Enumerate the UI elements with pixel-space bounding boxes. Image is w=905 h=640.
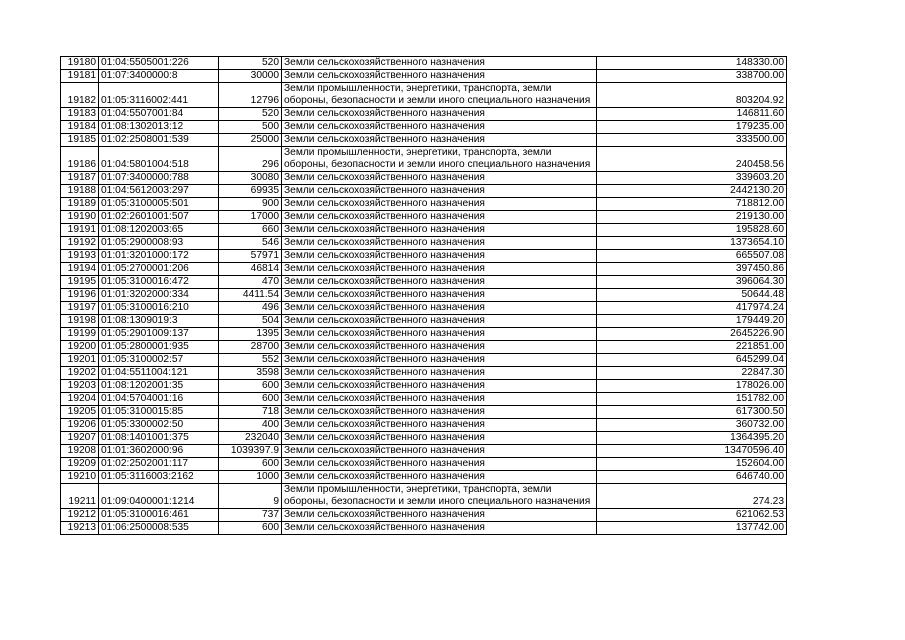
land-category-cell: Земли сельскохозяйственного назначения	[282, 380, 597, 393]
row-number-cell: 19199	[61, 328, 99, 341]
row-number-cell: 19195	[61, 276, 99, 289]
cadastral-value-cell: 146811.60	[597, 108, 787, 121]
cadastral-number-cell: 01:05:2700001:206	[99, 263, 219, 276]
table-row	[61, 121, 787, 134]
cadastral-value-cell: 22847.30	[597, 367, 787, 380]
area-cell: 3598	[219, 367, 282, 380]
table-row	[61, 70, 787, 83]
land-category-cell: Земли сельскохозяйственного назначения	[282, 341, 597, 354]
cadastral-value-cell: 2442130.20	[597, 185, 787, 198]
cadastral-number-cell: 01:01:3201000:172	[99, 250, 219, 263]
cadastral-value-cell: 1373654.10	[597, 237, 787, 250]
area-cell: 500	[219, 121, 282, 134]
land-category-cell: Земли сельскохозяйственного назначения	[282, 134, 597, 147]
land-category-cell: Земли сельскохозяйственного назначения	[282, 70, 597, 83]
area-cell: 46814	[219, 263, 282, 276]
area-cell: 25000	[219, 134, 282, 147]
row-number-cell: 19211	[61, 484, 99, 509]
cadastral-value-cell: 148330.00	[597, 57, 787, 70]
table-row	[61, 263, 787, 276]
table-row	[61, 432, 787, 445]
area-cell: 504	[219, 315, 282, 328]
cadastral-number-cell: 01:04:5704001:16	[99, 393, 219, 406]
cadastral-value-cell: 195828.60	[597, 224, 787, 237]
cadastral-number-cell: 01:01:3602000:96	[99, 445, 219, 458]
row-number-cell: 19189	[61, 198, 99, 211]
cadastral-value-cell: 240458.56	[597, 147, 787, 172]
cadastral-value-cell: 803204.92	[597, 83, 787, 108]
cadastral-value-cell: 617300.50	[597, 406, 787, 419]
row-number-cell: 19180	[61, 57, 99, 70]
cadastral-number-cell: 01:08:1401001:375	[99, 432, 219, 445]
row-number-cell: 19213	[61, 522, 99, 535]
area-cell: 400	[219, 419, 282, 432]
cadastral-number-cell: 01:05:2800001:935	[99, 341, 219, 354]
area-cell: 30080	[219, 172, 282, 185]
land-category-cell: Земли промышленности, энергетики, транспорта, земли обороны, безопасности и земли иного специального назначения	[282, 484, 597, 509]
cadastral-number-cell: 01:04:5612003:297	[99, 185, 219, 198]
row-number-cell: 19186	[61, 147, 99, 172]
row-number-cell: 19190	[61, 211, 99, 224]
cadastral-number-cell: 01:02:2502001:117	[99, 458, 219, 471]
cadastral-number-cell: 01:01:3202000:334	[99, 289, 219, 302]
land-category-cell: Земли промышленности, энергетики, транспорта, земли обороны, безопасности и земли иного специального назначения	[282, 147, 597, 172]
cadastral-value-cell: 621062.53	[597, 509, 787, 522]
land-category-cell: Земли сельскохозяйственного назначения	[282, 406, 597, 419]
cadastral-value-cell: 151782.00	[597, 393, 787, 406]
cadastral-number-cell: 01:05:3116002:441	[99, 83, 219, 108]
area-cell: 900	[219, 198, 282, 211]
row-number-cell: 19209	[61, 458, 99, 471]
land-category-cell: Земли сельскохозяйственного назначения	[282, 121, 597, 134]
cadastral-value-cell: 221851.00	[597, 341, 787, 354]
cadastral-number-cell: 01:04:5507001:84	[99, 108, 219, 121]
table-row	[61, 419, 787, 432]
table-row	[61, 289, 787, 302]
row-number-cell: 19208	[61, 445, 99, 458]
table-row	[61, 393, 787, 406]
row-number-cell: 19187	[61, 172, 99, 185]
row-number-cell: 19188	[61, 185, 99, 198]
land-category-cell: Земли сельскохозяйственного назначения	[282, 432, 597, 445]
cadastral-value-cell: 397450.86	[597, 263, 787, 276]
table-row	[61, 380, 787, 393]
land-category-cell: Земли промышленности, энергетики, транспорта, земли обороны, безопасности и земли иного специального назначения	[282, 83, 597, 108]
area-cell: 17000	[219, 211, 282, 224]
area-cell: 1039397.9	[219, 445, 282, 458]
table-row	[61, 406, 787, 419]
cadastral-value-cell: 2645226.90	[597, 328, 787, 341]
cadastral-number-cell: 01:04:5505001:226	[99, 57, 219, 70]
cadastral-value-cell: 152604.00	[597, 458, 787, 471]
table-row	[61, 315, 787, 328]
table-row	[61, 367, 787, 380]
cadastral-number-cell: 01:09:0400001:1214	[99, 484, 219, 509]
area-cell: 737	[219, 509, 282, 522]
area-cell: 552	[219, 354, 282, 367]
table-row	[61, 341, 787, 354]
cadastral-value-cell: 338700.00	[597, 70, 787, 83]
area-cell: 1395	[219, 328, 282, 341]
table-row	[61, 250, 787, 263]
cadastral-value-cell: 333500.00	[597, 134, 787, 147]
table-row	[61, 57, 787, 70]
land-category-cell: Земли сельскохозяйственного назначения	[282, 471, 597, 484]
cadastral-value-cell: 179235.00	[597, 121, 787, 134]
land-category-cell: Земли сельскохозяйственного назначения	[282, 289, 597, 302]
area-cell: 718	[219, 406, 282, 419]
cadastral-value-cell: 179449.20	[597, 315, 787, 328]
table-row	[61, 134, 787, 147]
land-category-cell: Земли сельскохозяйственного назначения	[282, 522, 597, 535]
cadastral-value-cell: 645299.04	[597, 354, 787, 367]
table-row	[61, 509, 787, 522]
row-number-cell: 19196	[61, 289, 99, 302]
land-category-cell: Земли сельскохозяйственного назначения	[282, 250, 597, 263]
land-category-cell: Земли сельскохозяйственного назначения	[282, 419, 597, 432]
area-cell: 57971	[219, 250, 282, 263]
area-cell: 30000	[219, 70, 282, 83]
row-number-cell: 19182	[61, 83, 99, 108]
cadastral-number-cell: 01:05:3100005:501	[99, 198, 219, 211]
cadastral-number-cell: 01:08:1309019:3	[99, 315, 219, 328]
land-category-cell: Земли сельскохозяйственного назначения	[282, 198, 597, 211]
land-category-cell: Земли сельскохозяйственного назначения	[282, 172, 597, 185]
area-cell: 9	[219, 484, 282, 509]
cadastral-number-cell: 01:08:1202003:65	[99, 224, 219, 237]
table-row	[61, 522, 787, 535]
table-row	[61, 237, 787, 250]
row-number-cell: 19181	[61, 70, 99, 83]
land-category-cell: Земли сельскохозяйственного назначения	[282, 276, 597, 289]
table-row	[61, 484, 787, 509]
row-number-cell: 19184	[61, 121, 99, 134]
row-number-cell: 19203	[61, 380, 99, 393]
land-category-cell: Земли сельскохозяйственного назначения	[282, 302, 597, 315]
table-row	[61, 276, 787, 289]
cadastral-number-cell: 01:02:2601001:507	[99, 211, 219, 224]
area-cell: 496	[219, 302, 282, 315]
row-number-cell: 19206	[61, 419, 99, 432]
area-cell: 520	[219, 57, 282, 70]
table-row	[61, 83, 787, 108]
table-row	[61, 445, 787, 458]
row-number-cell: 19193	[61, 250, 99, 263]
table-row	[61, 211, 787, 224]
cadastral-value-cell: 646740.00	[597, 471, 787, 484]
table-row	[61, 147, 787, 172]
area-cell: 470	[219, 276, 282, 289]
area-cell: 600	[219, 458, 282, 471]
area-cell: 600	[219, 522, 282, 535]
land-category-cell: Земли сельскохозяйственного назначения	[282, 263, 597, 276]
row-number-cell: 19194	[61, 263, 99, 276]
cadastral-value-cell: 219130.00	[597, 211, 787, 224]
table-row	[61, 471, 787, 484]
row-number-cell: 19185	[61, 134, 99, 147]
table-row	[61, 172, 787, 185]
area-cell: 4411.54	[219, 289, 282, 302]
row-number-cell: 19200	[61, 341, 99, 354]
land-category-cell: Земли сельскохозяйственного назначения	[282, 315, 597, 328]
cadastral-value-cell: 1364395.20	[597, 432, 787, 445]
cadastral-number-cell: 01:05:3100016:461	[99, 509, 219, 522]
row-number-cell: 19198	[61, 315, 99, 328]
cadastral-value-cell: 417974.24	[597, 302, 787, 315]
row-number-cell: 19202	[61, 367, 99, 380]
table-row	[61, 354, 787, 367]
row-number-cell: 19191	[61, 224, 99, 237]
cadastral-value-cell: 360732.00	[597, 419, 787, 432]
area-cell: 12796	[219, 83, 282, 108]
cadastral-number-cell: 01:08:1202001:35	[99, 380, 219, 393]
row-number-cell: 19210	[61, 471, 99, 484]
land-category-cell: Земли сельскохозяйственного назначения	[282, 224, 597, 237]
cadastral-number-cell: 01:05:3100002:57	[99, 354, 219, 367]
cadastral-value-cell: 396064.30	[597, 276, 787, 289]
area-cell: 28700	[219, 341, 282, 354]
cadastral-number-cell: 01:08:1302013:12	[99, 121, 219, 134]
cadastral-number-cell: 01:02:2508001:539	[99, 134, 219, 147]
table-row	[61, 198, 787, 211]
area-cell: 520	[219, 108, 282, 121]
cadastral-number-cell: 01:04:5511004:121	[99, 367, 219, 380]
row-number-cell: 19207	[61, 432, 99, 445]
area-cell: 296	[219, 147, 282, 172]
land-category-cell: Земли сельскохозяйственного назначения	[282, 509, 597, 522]
cadastral-value-cell: 274.23	[597, 484, 787, 509]
row-number-cell: 19212	[61, 509, 99, 522]
cadastral-number-cell: 01:05:2901009:137	[99, 328, 219, 341]
land-category-cell: Земли сельскохозяйственного назначения	[282, 211, 597, 224]
cadastral-number-cell: 01:04:5801004:518	[99, 147, 219, 172]
land-parcel-table	[60, 56, 787, 535]
land-category-cell: Земли сельскохозяйственного назначения	[282, 237, 597, 250]
row-number-cell: 19183	[61, 108, 99, 121]
cadastral-number-cell: 01:07:3400000:8	[99, 70, 219, 83]
row-number-cell: 19205	[61, 406, 99, 419]
area-cell: 1000	[219, 471, 282, 484]
land-category-cell: Земли сельскохозяйственного назначения	[282, 108, 597, 121]
land-category-cell: Земли сельскохозяйственного назначения	[282, 328, 597, 341]
row-number-cell: 19204	[61, 393, 99, 406]
row-number-cell: 19197	[61, 302, 99, 315]
cadastral-value-cell: 137742.00	[597, 522, 787, 535]
cadastral-number-cell: 01:07:3400000:788	[99, 172, 219, 185]
land-category-cell: Земли сельскохозяйственного назначения	[282, 393, 597, 406]
cadastral-value-cell: 13470596.40	[597, 445, 787, 458]
table-row	[61, 302, 787, 315]
table-row	[61, 185, 787, 198]
cadastral-number-cell: 01:05:3300002:50	[99, 419, 219, 432]
area-cell: 69935	[219, 185, 282, 198]
land-category-cell: Земли сельскохозяйственного назначения	[282, 367, 597, 380]
cadastral-value-cell: 718812.00	[597, 198, 787, 211]
land-category-cell: Земли сельскохозяйственного назначения	[282, 185, 597, 198]
cadastral-number-cell: 01:05:3100016:210	[99, 302, 219, 315]
cadastral-number-cell: 01:05:3116003:2162	[99, 471, 219, 484]
cadastral-number-cell: 01:06:2500008:535	[99, 522, 219, 535]
cadastral-value-cell: 339603.20	[597, 172, 787, 185]
row-number-cell: 19201	[61, 354, 99, 367]
cadastral-number-cell: 01:05:3100015:85	[99, 406, 219, 419]
area-cell: 600	[219, 393, 282, 406]
cadastral-value-cell: 178026.00	[597, 380, 787, 393]
cadastral-value-cell: 665507.08	[597, 250, 787, 263]
land-category-cell: Земли сельскохозяйственного назначения	[282, 354, 597, 367]
table-row	[61, 224, 787, 237]
land-category-cell: Земли сельскохозяйственного назначения	[282, 57, 597, 70]
land-category-cell: Земли сельскохозяйственного назначения	[282, 445, 597, 458]
cadastral-value-cell: 50644.48	[597, 289, 787, 302]
row-number-cell: 19192	[61, 237, 99, 250]
table-row	[61, 458, 787, 471]
area-cell: 546	[219, 237, 282, 250]
table-row	[61, 328, 787, 341]
area-cell: 660	[219, 224, 282, 237]
area-cell: 600	[219, 380, 282, 393]
cadastral-number-cell: 01:05:3100016:472	[99, 276, 219, 289]
area-cell: 232040	[219, 432, 282, 445]
cadastral-number-cell: 01:05:2900008:93	[99, 237, 219, 250]
land-parcel-table-page	[60, 56, 787, 535]
table-row	[61, 108, 787, 121]
table-body	[61, 57, 787, 535]
land-category-cell: Земли сельскохозяйственного назначения	[282, 458, 597, 471]
